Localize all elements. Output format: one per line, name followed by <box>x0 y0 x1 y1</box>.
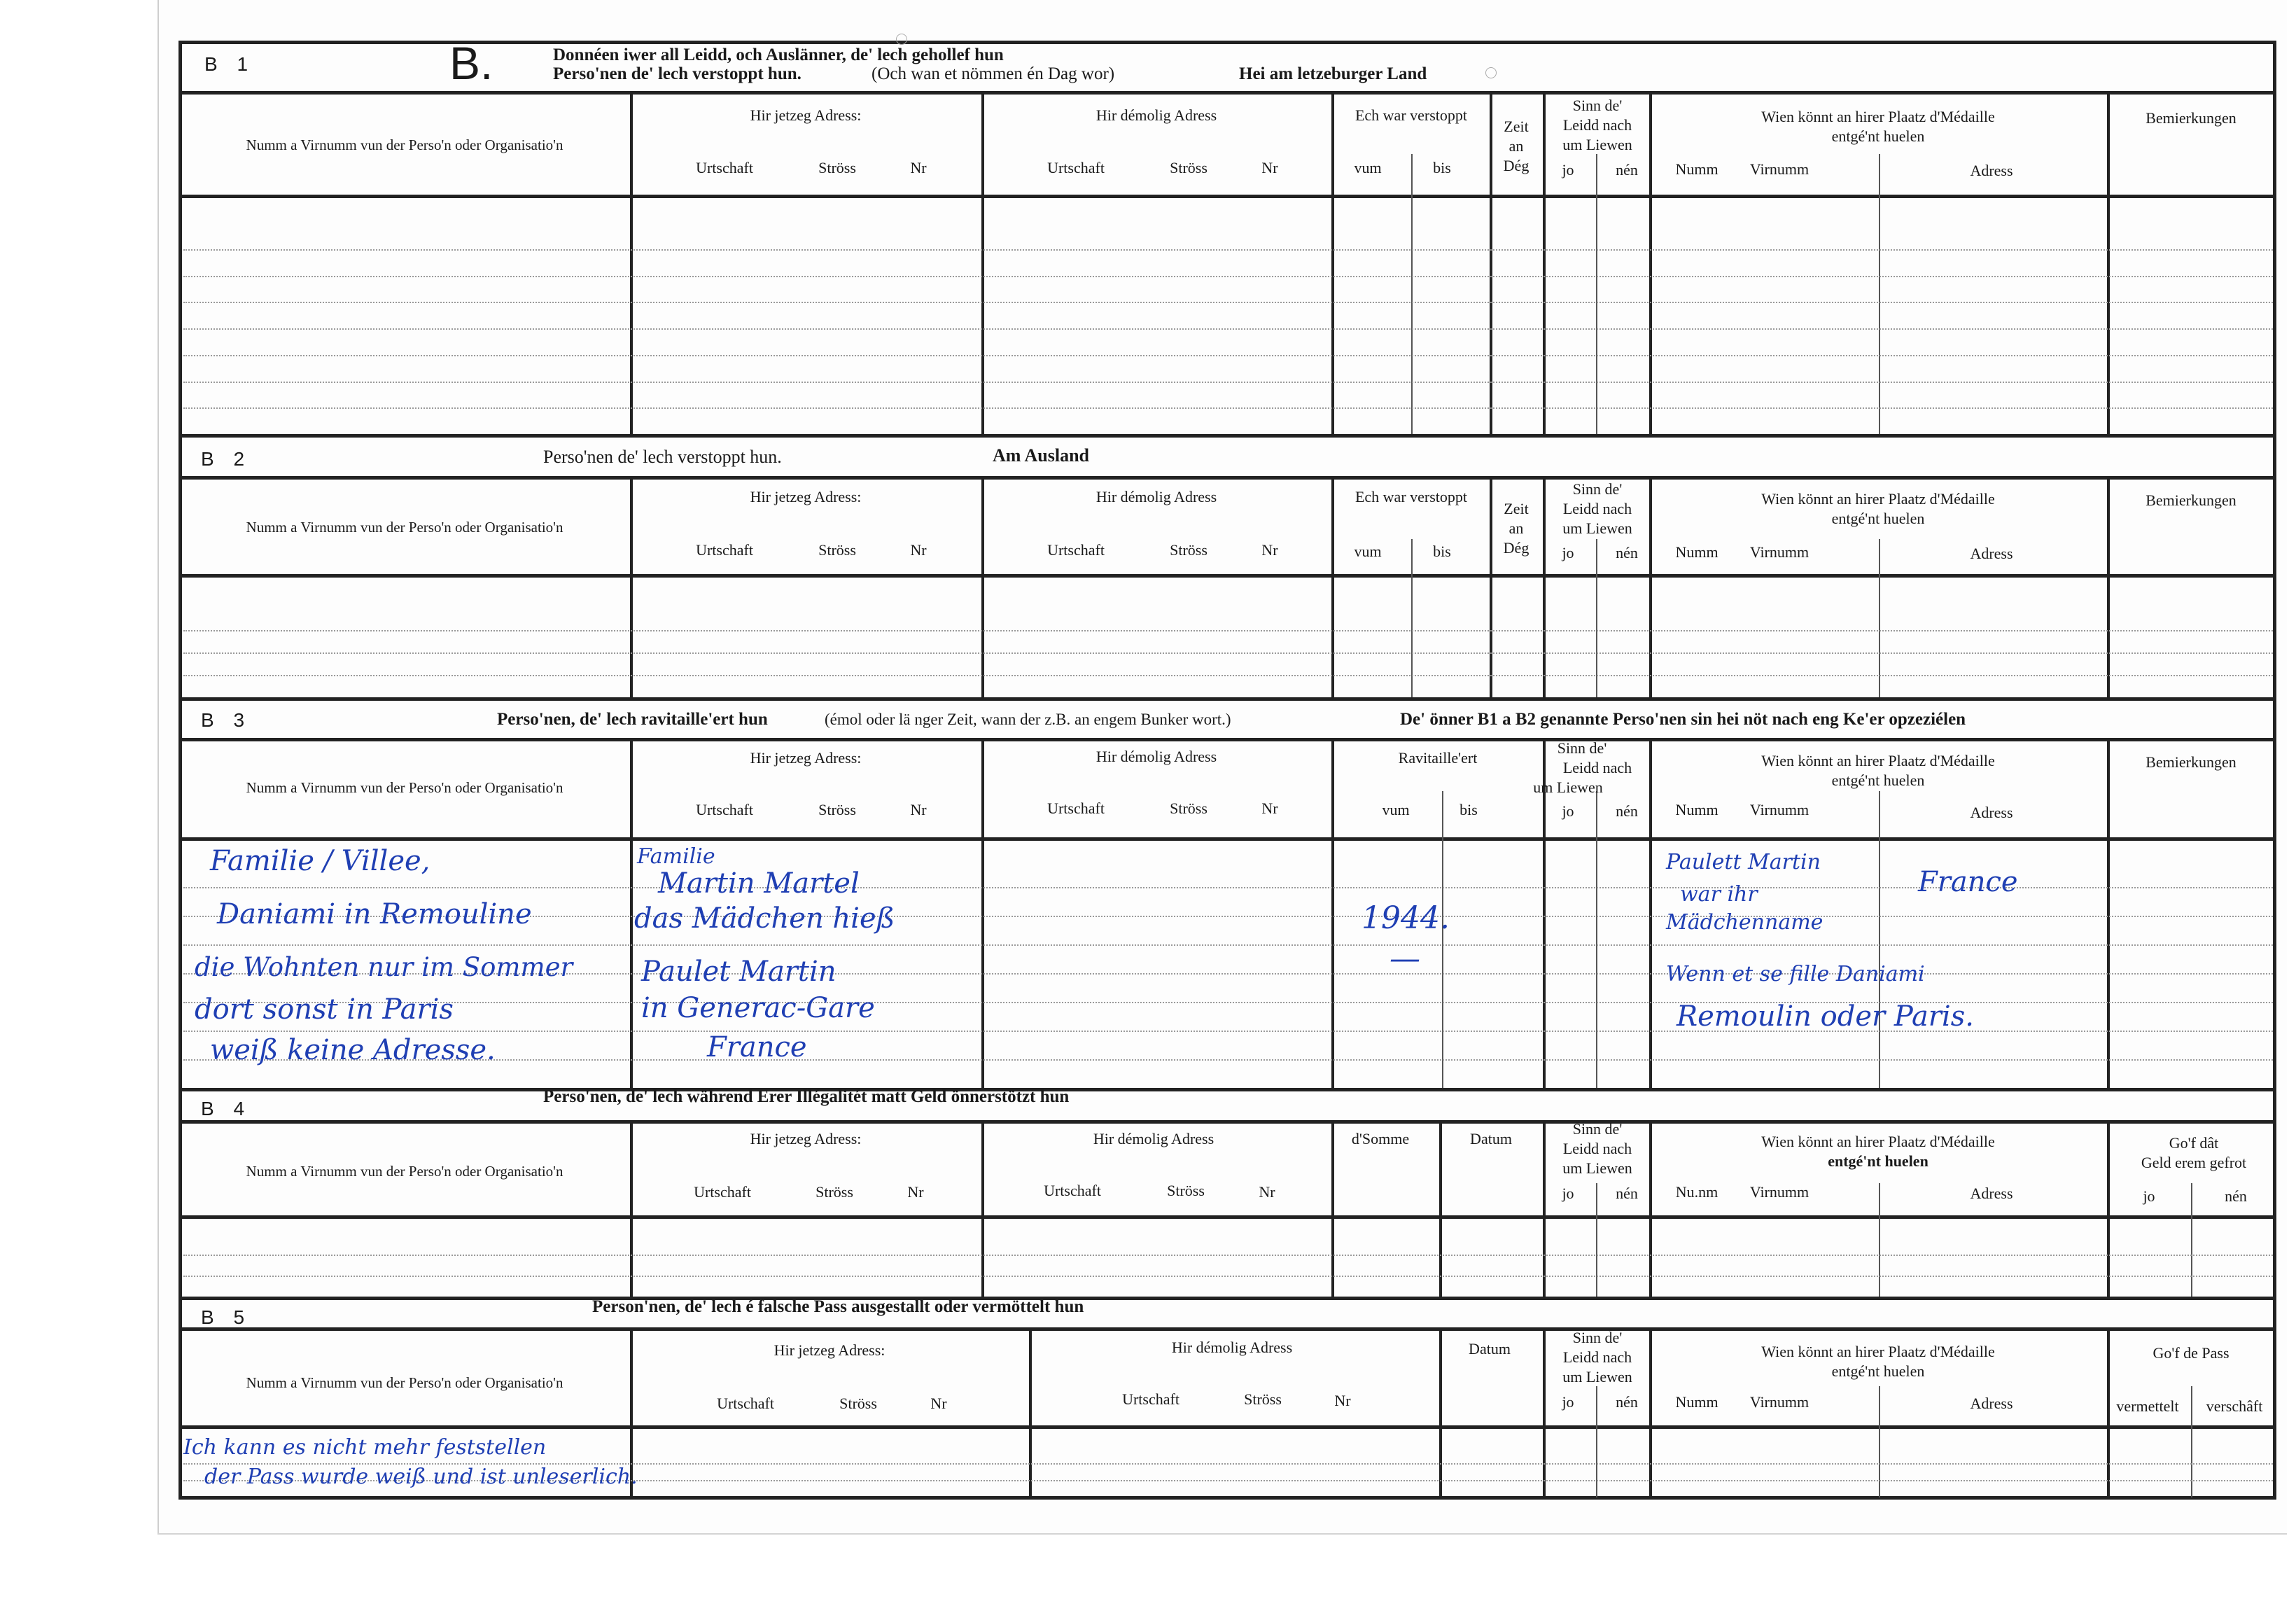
b4-medal-address: Adress <box>1970 1185 2013 1202</box>
b2-locality-former: Urtschaft <box>1047 541 1105 559</box>
b4-medal-first: Virnumm <box>1749 1183 1809 1201</box>
b5-medal-name: Numm <box>1675 1393 1718 1411</box>
col-line <box>1543 478 1546 697</box>
b4-street: Ströss <box>816 1183 853 1201</box>
hw-b3-medal-country: France <box>1918 866 2018 898</box>
col-line <box>630 478 633 697</box>
b1-locality-former: Urtschaft <box>1047 159 1105 176</box>
b2-current-address: Hir jetzeg Adress: <box>750 488 862 505</box>
b2-alive-1: Sinn de' <box>1572 480 1623 498</box>
b4-sum: d'Somme <box>1351 1130 1410 1147</box>
b2-street: Ströss <box>818 541 856 559</box>
b5-date: Datum <box>1469 1340 1511 1357</box>
col-line <box>2107 1122 2110 1297</box>
col-line <box>1649 740 1652 1088</box>
b5-medal-first: Virnumm <box>1749 1393 1809 1411</box>
col-line <box>1490 478 1492 697</box>
b3-remarks: Bemierkungen <box>2146 753 2236 771</box>
b2-number-former: Nr <box>1261 541 1278 559</box>
hw-b3-medal-name-3: Mädchenname <box>1666 910 1823 935</box>
entry-line <box>183 630 2273 631</box>
hw-b3-medal-name-2: war ihr <box>1680 882 1758 907</box>
b5-made: verschâft <box>2206 1397 2263 1415</box>
hw-b3-medal-extra-2: Remoulin oder Paris. <box>1676 1000 1974 1033</box>
b5-current-address: Hir jetzeg Adress: <box>774 1341 886 1359</box>
col-sub <box>1596 539 1597 697</box>
b1-alive-1: Sinn de' <box>1572 97 1623 114</box>
rule <box>178 697 2276 701</box>
b3-title: Perso'nen, de' lech ravitaille'ert hun <box>497 710 768 729</box>
col-sub <box>1879 1183 1880 1297</box>
b5-alive-3: um Liewen <box>1562 1368 1632 1385</box>
col-sub <box>1879 154 1880 434</box>
col-sub <box>1411 154 1413 434</box>
b3-yes: jo <box>1562 802 1574 820</box>
b1-number: Nr <box>910 159 927 176</box>
b5-number: Nr <box>930 1395 947 1412</box>
b1-medal-2: entgé'nt huelen <box>1831 127 1925 145</box>
b1-alive-2: Leidd nach <box>1562 116 1632 134</box>
entry-line <box>183 328 2273 330</box>
b4-number-former: Nr <box>1259 1183 1275 1201</box>
col-line <box>1649 1122 1652 1297</box>
b2-alive-3: um Liewen <box>1562 519 1632 537</box>
b2-street-former: Ströss <box>1170 541 1208 559</box>
hw-b3-name-4: dort sonst in Paris <box>195 993 454 1026</box>
col-sub <box>1879 539 1880 697</box>
rule <box>178 91 2276 95</box>
b3-street-former: Ströss <box>1170 799 1208 817</box>
b2-where: Am Ausland <box>993 445 1089 466</box>
b5-street-former: Ströss <box>1244 1390 1282 1408</box>
b3-current-address: Hir jetzeg Adress: <box>750 749 862 767</box>
col-line <box>1543 1329 1546 1497</box>
col-line <box>981 740 984 1088</box>
rule <box>178 837 2276 841</box>
b3-from: vum <box>1382 801 1410 818</box>
b3-former-address: Hir démolig Adress <box>1096 748 1217 765</box>
entry-line <box>183 382 2273 383</box>
rule <box>178 1327 2276 1331</box>
b4-medal-2: entgé'nt huelen <box>1828 1152 1928 1170</box>
b4-money-1: Go'f dât <box>2169 1134 2219 1152</box>
b1-time-2: an <box>1508 137 1524 155</box>
b2-name-header: Numm a Virnumm vun der Perso'n oder Organisatio'n <box>246 519 564 536</box>
b5-number-former: Nr <box>1334 1392 1351 1409</box>
hw-b5-note-2: der Pass wurde weiß und ist unleserlich. <box>204 1465 638 1489</box>
col-line <box>630 1122 633 1297</box>
b5-street: Ströss <box>839 1395 877 1412</box>
header-line-2c: Hei am letzeburger Land <box>1239 64 1427 83</box>
b1-medal-name: Numm <box>1675 160 1718 178</box>
hw-b3-addr-6: France <box>707 1031 807 1063</box>
rule <box>178 1088 2276 1091</box>
punch-mark <box>1485 67 1497 78</box>
b2-to: bis <box>1433 543 1451 560</box>
b3-subtitle: (émol oder lä nger Zeit, wann der z.B. an engem Bunker wort.) <box>825 711 1231 728</box>
col-line <box>1331 740 1334 1088</box>
entry-line <box>183 675 2273 676</box>
col-sub <box>1596 1183 1597 1297</box>
form-frame <box>178 41 2276 1500</box>
b5-locality-former: Urtschaft <box>1122 1390 1180 1408</box>
b3-alive-1: Sinn de' <box>1557 739 1607 757</box>
b4-locality: Urtschaft <box>694 1183 751 1201</box>
b2-from: vum <box>1354 543 1382 560</box>
section-b3-label: B 3 <box>201 709 252 731</box>
b4-yes: jo <box>1562 1185 1574 1202</box>
b1-street-former: Ströss <box>1170 159 1208 176</box>
b4-name-header: Numm a Virnumm vun der Perso'n oder Organisatio'n <box>246 1163 564 1180</box>
col-line <box>2107 478 2110 697</box>
b4-number: Nr <box>907 1183 924 1201</box>
b3-to: bis <box>1460 801 1478 818</box>
b4-street-former: Ströss <box>1167 1182 1205 1199</box>
b1-hidden: Ech war verstoppt <box>1354 106 1468 124</box>
b2-medal-name: Numm <box>1675 543 1718 561</box>
b2-alive-2: Leidd nach <box>1562 500 1632 517</box>
col-sub <box>1442 791 1443 1088</box>
rule <box>178 574 2276 578</box>
section-b2-label: B 2 <box>201 448 252 470</box>
b4-former-address: Hir démolig Adress <box>1093 1130 1214 1147</box>
b3-street: Ströss <box>818 801 856 818</box>
b5-no: nén <box>1616 1393 1638 1411</box>
section-b1-label: B 1 <box>204 53 255 75</box>
entry-line <box>183 249 2273 251</box>
b4-medal-name: Nu.nm <box>1675 1183 1718 1201</box>
b3-locality: Urtschaft <box>696 801 753 818</box>
b5-medal-address: Adress <box>1970 1395 2013 1412</box>
b4-alive-1: Sinn de' <box>1572 1120 1623 1138</box>
b3-alive-2: Leidd nach <box>1562 759 1632 776</box>
col-line <box>1439 1122 1442 1297</box>
b2-no: nén <box>1616 544 1638 561</box>
col-line <box>1331 1122 1334 1297</box>
rule <box>178 738 2276 741</box>
entry-line <box>183 1276 2273 1277</box>
b4-medal-1: Wien könnt an hirer Plaatz d'Médaille <box>1761 1133 1995 1150</box>
b5-locality: Urtschaft <box>717 1395 774 1412</box>
col-line <box>1331 478 1334 697</box>
b1-remarks: Bemierkungen <box>2146 109 2236 127</box>
entry-line <box>183 1059 2273 1061</box>
b2-former-address: Hir démolig Adress <box>1096 488 1217 505</box>
col-line <box>981 478 984 697</box>
col-sub <box>1411 539 1413 697</box>
hw-b3-addr-5: in Generac-Gare <box>641 992 875 1024</box>
b5-alive-2: Leidd nach <box>1562 1348 1632 1366</box>
b2-medal-1: Wien könnt an hirer Plaatz d'Médaille <box>1761 490 1995 508</box>
b1-from: vum <box>1354 159 1382 176</box>
col-sub <box>1596 791 1597 1088</box>
b3-supplied: Ravitaille'ert <box>1398 749 1478 767</box>
b5-title: Person'nen, de' lech é falsche Pass ausgestallt oder vermöttelt hun <box>592 1297 1084 1316</box>
b1-time-3: Dég <box>1503 157 1530 174</box>
b1-time-1: Zeit <box>1504 118 1529 135</box>
b2-yes: jo <box>1562 544 1574 561</box>
rule <box>178 195 2276 198</box>
col-line <box>630 740 633 1088</box>
header-line-2: Perso'nen de' lech verstoppt hun. <box>553 64 802 83</box>
entry-line <box>183 355 2273 356</box>
hw-b3-year: 1944. <box>1362 900 1450 936</box>
b3-medal-1: Wien könnt an hirer Plaatz d'Médaille <box>1761 752 1995 769</box>
b1-to: bis <box>1433 159 1451 176</box>
b4-title: Perso'nen, de' lech während Erer Illégalitét matt Geld önnerstötzt hun <box>543 1087 1070 1106</box>
b2-remarks: Bemierkungen <box>2146 491 2236 509</box>
b5-name-header: Numm a Virnumm vun der Perso'n oder Organisatio'n <box>246 1374 564 1391</box>
b3-number: Nr <box>910 801 927 818</box>
b4-alive-3: um Liewen <box>1562 1159 1632 1177</box>
col-sub <box>1879 791 1880 1088</box>
b2-time-2: an <box>1508 519 1524 537</box>
b3-number-former: Nr <box>1261 799 1278 817</box>
b2-locality: Urtschaft <box>696 541 753 559</box>
punch-mark <box>896 34 907 45</box>
col-line <box>1439 1329 1442 1497</box>
b4-locality-former: Urtschaft <box>1044 1182 1101 1199</box>
b2-title: Perso'nen de' lech verstoppt hun. <box>543 447 782 467</box>
hw-b3-name-3: die Wohnten nur im Sommer <box>195 952 573 982</box>
b3-medal-first: Virnumm <box>1749 801 1809 818</box>
hw-b3-medal-extra-1: Wenn et se fille Daniami <box>1666 962 1925 986</box>
b1-no: nén <box>1616 161 1638 179</box>
hw-b3-addr-3: das Mädchen hieß <box>634 902 895 935</box>
hw-b3-addr-4: Paulet Martin <box>641 956 836 988</box>
b4-alive-2: Leidd nach <box>1562 1140 1632 1157</box>
col-line <box>1543 1122 1546 1297</box>
b2-medal-first: Virnumm <box>1749 543 1809 561</box>
rule <box>178 1297 2276 1300</box>
b1-current-address: Hir jetzeg Adress: <box>750 106 862 124</box>
rule <box>178 476 2276 480</box>
col-line <box>1649 1329 1652 1497</box>
b1-yes: jo <box>1562 161 1574 179</box>
header-line-1: Donnéen iwer all Leidd, och Auslänner, de' lech gehollef hun <box>553 46 1004 64</box>
b2-medal-address: Adress <box>1970 545 2013 562</box>
b3-alive-3: um Liewen <box>1533 778 1603 796</box>
rule <box>178 1120 2276 1124</box>
col-line <box>981 1122 984 1297</box>
entry-line <box>183 652 2273 654</box>
b1-locality: Urtschaft <box>696 159 753 176</box>
rule <box>178 1215 2276 1219</box>
header-line-2b: (Och wan et nömmen én Dag wor) <box>872 64 1115 83</box>
b1-medal-address: Adress <box>1970 162 2013 179</box>
b4-date: Datum <box>1470 1130 1512 1147</box>
entry-line <box>183 276 2273 277</box>
col-line <box>2107 740 2110 1088</box>
b3-name-header: Numm a Virnumm vun der Perso'n oder Organisatio'n <box>246 779 564 796</box>
b1-number-former: Nr <box>1261 159 1278 176</box>
b5-alive-1: Sinn de' <box>1572 1329 1623 1346</box>
b3-locality-former: Urtschaft <box>1047 799 1105 817</box>
b1-former-address: Hir démolig Adress <box>1096 106 1217 124</box>
hw-b3-addr-2: Martin Martel <box>658 867 860 900</box>
hw-b3-medal-name-1: Paulett Martin <box>1666 850 1821 874</box>
entry-line <box>183 944 2273 946</box>
section-b5-label: B 5 <box>201 1306 252 1328</box>
b5-former-address: Hir démolig Adress <box>1171 1339 1293 1356</box>
section-letter: B. <box>449 37 493 89</box>
hw-b3-dash: — <box>1390 941 1420 977</box>
col-sub <box>2191 1183 2192 1297</box>
b5-yes: jo <box>1562 1393 1574 1411</box>
b3-note: De' önner B1 a B2 genannte Perso'nen sin hei nöt nach eng Ke'er opzeziélen <box>1400 710 1966 729</box>
hw-b5-note-1: Ich kann es nicht mehr feststellen <box>183 1435 547 1460</box>
b2-time-3: Dég <box>1503 539 1530 557</box>
b4-current-address: Hir jetzeg Adress: <box>750 1130 862 1147</box>
hw-b3-name-1: Familie / Villee, <box>210 845 430 877</box>
b5-medal-2: entgé'nt huelen <box>1831 1362 1925 1380</box>
entry-line <box>183 407 2273 409</box>
b4-money-yes: jo <box>2143 1187 2155 1205</box>
b1-name-header: Numm a Virnumm vun der Perso'n oder Organisatio'n <box>246 137 564 153</box>
entry-line <box>183 302 2273 303</box>
entry-line <box>183 1255 2273 1256</box>
rule <box>178 1425 2276 1429</box>
b5-forwarded: vermettelt <box>2116 1397 2179 1415</box>
b3-medal-address: Adress <box>1970 804 2013 821</box>
rule <box>178 434 2276 438</box>
b1-alive-3: um Liewen <box>1562 136 1632 153</box>
b1-street: Ströss <box>818 159 856 176</box>
b4-no: nén <box>1616 1185 1638 1202</box>
b5-pass: Go'f de Pass <box>2152 1344 2230 1362</box>
hw-b3-addr-1: Familie <box>637 844 715 869</box>
b4-money-no: nén <box>2225 1187 2247 1205</box>
hw-b3-name-2: Daniami in Remouline <box>217 898 532 930</box>
col-line <box>1649 478 1652 697</box>
b2-time-1: Zeit <box>1504 500 1529 517</box>
col-line <box>2107 1329 2110 1497</box>
b5-medal-1: Wien könnt an hirer Plaatz d'Médaille <box>1761 1343 1995 1360</box>
b3-medal-name: Numm <box>1675 801 1718 818</box>
col-sub <box>1596 154 1597 434</box>
b2-medal-2: entgé'nt huelen <box>1831 510 1925 527</box>
hw-b3-name-5: weiß keine Adresse. <box>210 1034 496 1066</box>
b1-medal-first: Virnumm <box>1749 160 1809 178</box>
section-b4-label: B 4 <box>201 1098 252 1119</box>
b3-no: nén <box>1616 802 1638 820</box>
b2-hidden: Ech war verstoppt <box>1354 488 1468 505</box>
b2-number: Nr <box>910 541 927 559</box>
col-line <box>1029 1329 1032 1497</box>
b4-money-2: Geld erem gefrot <box>2141 1154 2247 1171</box>
b3-medal-2: entgé'nt huelen <box>1831 771 1925 789</box>
b1-medal-1: Wien könnt an hirer Plaatz d'Médaille <box>1761 108 1995 125</box>
